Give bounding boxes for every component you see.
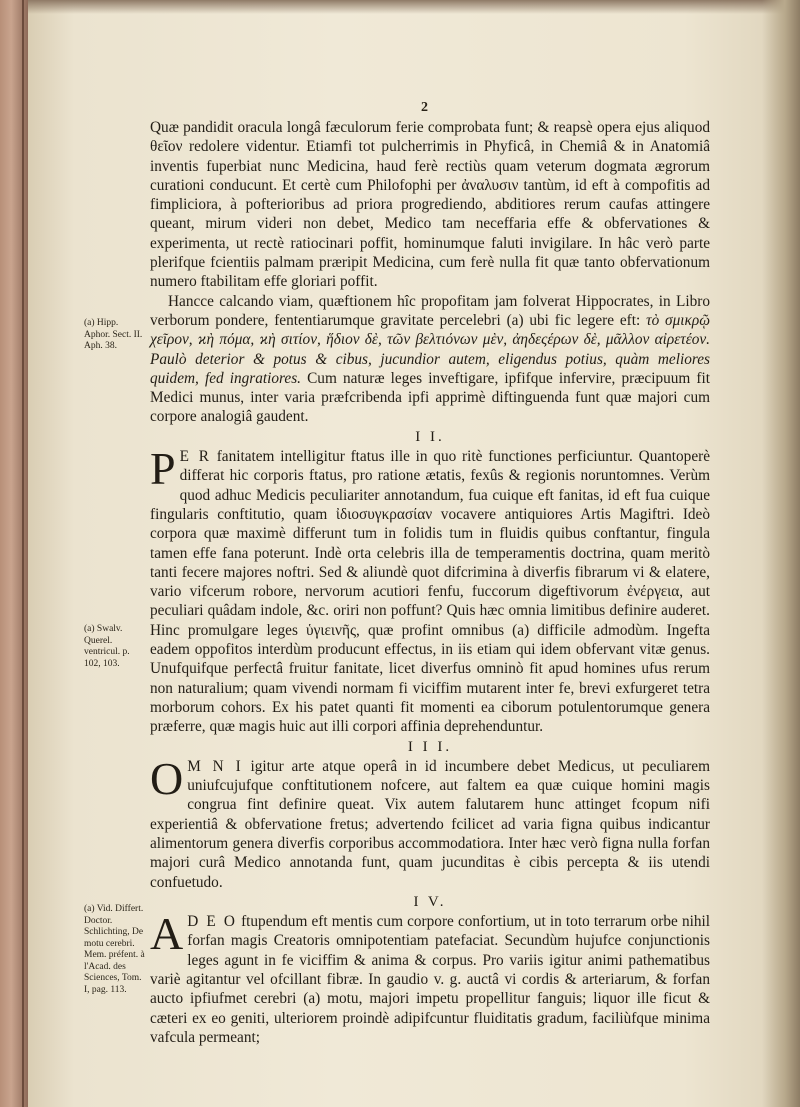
section-heading-2: I I. xyxy=(415,428,445,445)
paragraph-5-caps: D E O xyxy=(187,913,237,931)
paragraph-3 xyxy=(150,443,710,736)
paragraph-3-caps: E R xyxy=(179,448,211,466)
page-right-edge xyxy=(762,0,800,1107)
margin-note-3: (a) Vid. Differt. Doctor. Schlichting, De motu cerebri. Mem. préfent. à l'Acad. des Sciences, Tom. I, pag. 113. xyxy=(84,904,145,995)
hippocrates-greek-quote: τὸ σμικρῷ χεῖρον, ϰὴ πόμα, ϰὴ σιτίον, ἥδιον δὲ, τῶν βελτιόνων μὲν, ἀηδεςέρων δὲ, μᾶλλον αἰρετέον. xyxy=(150,311,710,349)
main-text xyxy=(150,118,710,1047)
paragraph-5 xyxy=(150,908,710,1047)
paragraph-2 xyxy=(150,292,710,427)
paragraph-5-text: ftupendum eft mentis cum corpore confortium, ut in toto terrarum orbe nihil forfan magis Creatoris omnipotentiam patefaciat. Secundùm hujufce conjunctionis leges agunt in fe viciffim & anima & corpus. Pro variis igitur animi pathematibus variè agitantur vel ofcillant fibræ. In gaudio v. g. auctâ vi cordis & arteriarum, & forfan aucto ipfiufmet cerebri (a) motu, majori impetu propellitur fanguis; liquor ille ficut & cæteri ex eo geniti, ulteriorem proindè adipifcuntur fluiditatis gradum, faciliùfque minima vafcula permeant; xyxy=(150,913,710,1046)
latin-translation: Paulò deterior & potus & cibus, jucundior autem, eligendus potius, quàm meliores quidem, fed ingratiores. xyxy=(150,350,710,387)
paragraph-2-end: Cum naturæ leges inveftigare, ipfifque infervire, præcipuum fit Medici munus, inter varia præfcribenda ipfi apprimè diftinguenda funt quæ majori cum corpore analogiâ gaudent. xyxy=(150,369,710,426)
paragraph-4 xyxy=(150,752,710,892)
margin-note-2: (a) Swalv. Querel. ventricul. p. 102, 103. xyxy=(84,624,130,669)
paragraph-4-caps: M N I xyxy=(187,757,243,775)
paragraph-1: Quæ pandidit oracula longâ fæculorum ferie comprobata funt; & reapsè opera ejus aliquod θεῖον redolere videntur. Etiamfi tot pulcherrimis in Phyficâ, in Chemiâ & in Anatomiâ inventis fuperbiat nunc Medicina, haud ferè rectiùs quam veterum dogmata ægrorum curationi conducunt. Et certè cum Philofophi per ἀναλυσιν tantùm, id eft à compofitis ad fimpliciora, à pofterioribus ad priora progrediendo, abditiores rerum caufas attingere queant, mirum videri non debet, Medico tam neceffaria effe & obfervationes & experimenta, ut rectè ratiocinari poffit, hominumque faluti invigilare. In hâc verò parte plerifque fcientiis palmam præripit Medicina, cum ferè nulla fit quæ tanto obfervationum numero ftabilitam effe gloriari poffit. xyxy=(150,119,710,291)
page-number: 2 xyxy=(421,100,428,115)
drop-cap-a: A xyxy=(150,908,184,960)
drop-cap-o: O xyxy=(150,752,184,804)
section-heading-4: I V. xyxy=(413,893,447,910)
drop-cap-p: P xyxy=(150,443,176,495)
paragraph-3-text: fanitatem intelligitur ftatus ille in quo ritè functiones perficiuntur. Quantoperè differat hic corporis ftatus, pro ratione ætatis, fexûs & regionis noruntomnes. Verùm quod adhuc Medicis peculiariter annotandum, fua cuique eft fanitas, id eft fua cuique fingularis conftitutio, quam ἰδιοσυγκρασίαν vocavere antiquiores Artis Magiftri. Ideò corpora quæ maximè differunt tum in folidis tum in fluidis quibus conftantur, fingula tamen effe fana poterunt. Indè orta celebris illa de temperamentis doctrina, quam meritò tanti fecere majores noftri. Sed & aliundè quot difcrimina à diverfis fibrarum vi & elatere, vario vifcerum robore, nervorum acutiori fenfu, fuccorum digeftivorum ἐνέργεια, aut peculiari quâdam indole, &c. oriri non poffunt? Quis hæc omnia limitibus definire auderet. Hinc promulgare leges ὑγιεινῆς, quæ profint omnibus (a) difficile admodùm. Ingefta eadem oppofitos interdùm producunt effectus, in iis etiam qui idem obfervant vitæ genus. Unufquifque perfectâ fruitur fanitate, licet diverfus omninò fit apud homines ufus rerum non naturalium; quam vivendi normam fi viciffim mutarent inter fe, brevi exfurgeret tetra morborum cohors. Ex his patet quanti fit momenti ea ciborum potulentorumque genera præferre, quæ magis huic aut illi corpori affinia deprehenduntur. xyxy=(150,448,710,736)
margin-note-1: (a) Hipp. Aphor. Sect. II. Aph. 38. xyxy=(84,318,143,351)
section-heading-3: I I I. xyxy=(407,738,453,755)
paragraph-2-intro: Hancce calcando viam, quæftionem hîc propofitam jam folverat Hippocrates, in Libro verborum pondere, fententiarumque gravitate percelebri (a) ubi fic legere eft: xyxy=(150,292,710,329)
paragraph-4-text: igitur arte atque operâ in id incumbere debet Medicus, ut peculiarem uniufcujufque conftitutionem nofcere, aut faltem ea quæ cuique homini magis congrua fint definire queat. Vix autem falutarem hunc attinget fcopum nifi experientiâ & obfervatione fretus; advertendo fcilicet ad varia figna quibus indicantur alimentorum genera diverfis corporibus accommodatiora. Inter hæc verò figna nulla forfan majori curâ Medico annotanda funt, quam jucunditas è cibis percepta & iis utendi confuetudo. xyxy=(150,757,710,891)
spine-fold xyxy=(22,0,24,1107)
page-top-shadow xyxy=(28,0,800,14)
